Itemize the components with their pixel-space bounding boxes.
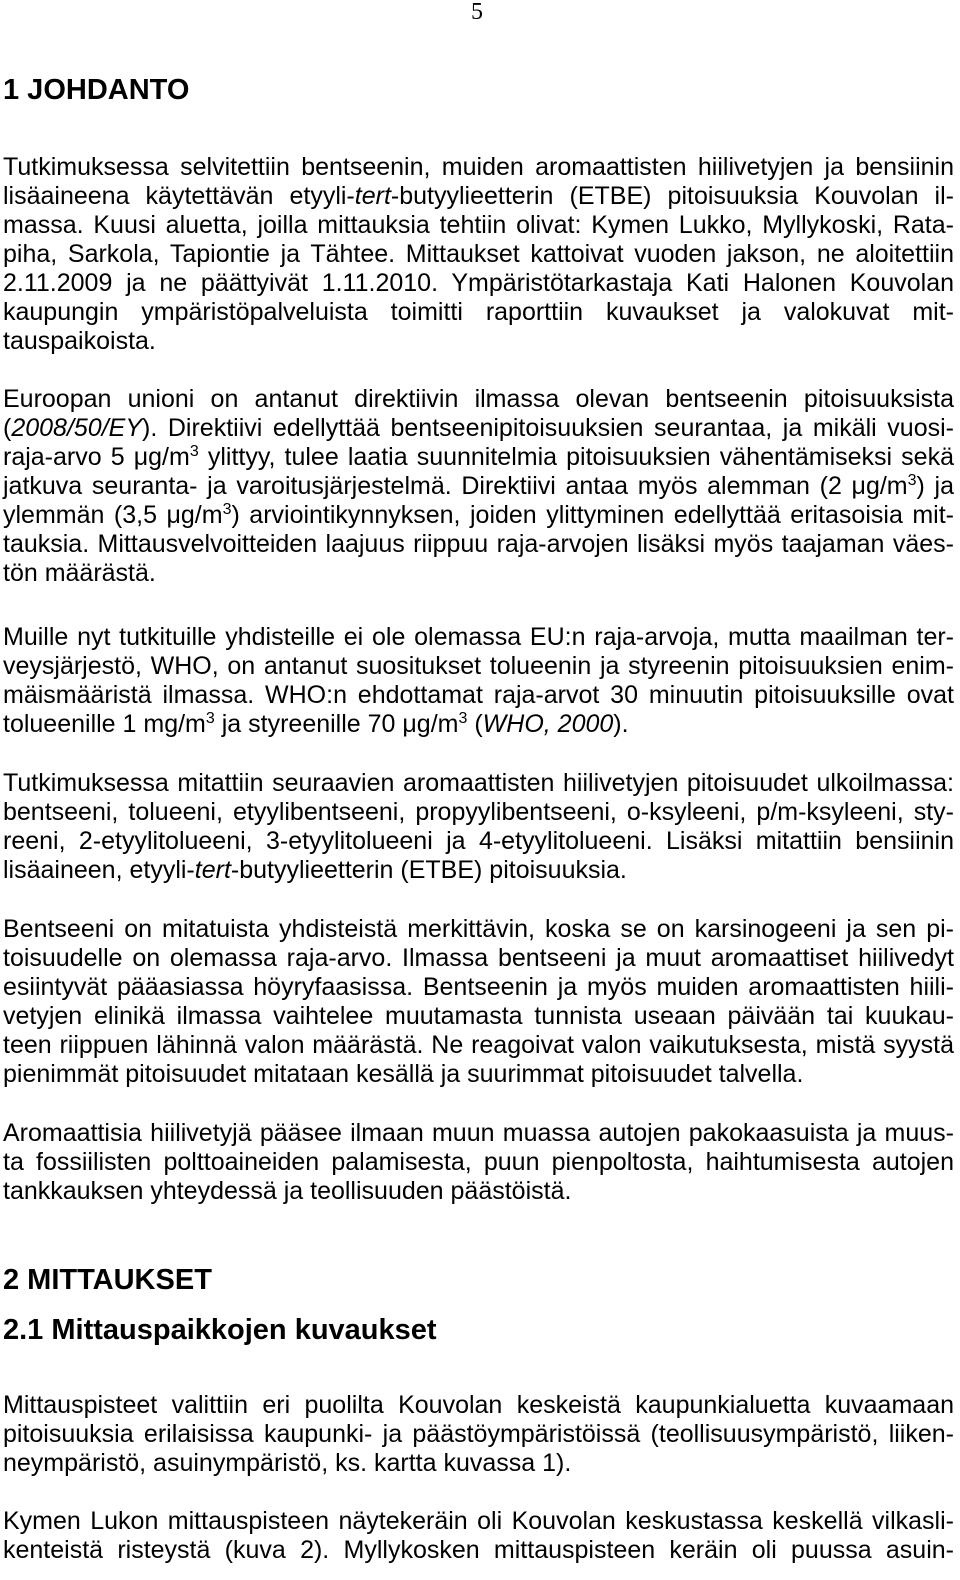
text-run: ylittyy, tulee laatia suunnitelmia pitoisuuksien vähentämiseksi sekä <box>198 443 954 471</box>
text-line <box>3 710 954 739</box>
text-run: ja styreenille 70 μg/m <box>214 710 459 738</box>
text-run: -butyylieetterin (ETBE) pitoisuuksia. <box>230 856 627 884</box>
text-line <box>3 298 954 327</box>
text-run: 2.11.2009 ja ne päättyivät 1.11.2010. Ympäristötarkastaja Kati Halonen Kouvolan <box>3 269 954 297</box>
text-line <box>3 652 954 681</box>
text-run: ) arviointikynnyksen, joiden ylittyminen edellyttää eritasoisia mit- <box>231 501 954 529</box>
text-line <box>3 385 954 414</box>
text-run: ta fossiilisten polttoaineiden palamisesta, puun pienpoltosta, haihtumisesta autojen <box>3 1148 954 1176</box>
section-heading: 2 MITTAUKSET <box>3 1264 212 1296</box>
text-line <box>3 1391 954 1420</box>
paragraph <box>3 1391 954 1478</box>
text-line <box>3 798 954 827</box>
page-number: 5 <box>471 0 483 25</box>
text-line <box>3 915 954 944</box>
text-line <box>3 443 954 472</box>
text-run: pitoisuuksia erilaisissa kaupunki- ja päästöympäristöissä (teollisuusympäristö, liiken- <box>3 1420 954 1448</box>
paragraph <box>3 769 954 885</box>
italic-text: 2008/50/EY <box>11 414 142 442</box>
text-run: ). <box>613 710 629 738</box>
text-line <box>3 1119 954 1148</box>
text-run: reeni, 2-etyylitolueeni, 3-etyylitolueeni ja 4-etyylitolueeni. Lisäksi mitattiin bensiinin <box>3 827 954 855</box>
text-run: Tutkimuksessa selvitettiin bentseenin, muiden aromaattisten hiilivetyjen ja bensiinin <box>3 153 954 181</box>
superscript: 3 <box>222 501 232 518</box>
text-line <box>3 1177 954 1206</box>
text-run: toisuudelle on olemassa raja-arvo. Ilmassa bentseeni ja muut aromaattiset hiilivedyt <box>3 944 954 972</box>
text-line <box>3 182 954 211</box>
text-line <box>3 153 954 182</box>
text-run: ( <box>467 710 483 738</box>
paragraph <box>3 153 954 356</box>
text-run: jatkuva seuranta- ja varoitusjärjestelmä. Direktiivi antaa myös alemman (2 μg/m <box>3 472 908 500</box>
text-run: lisäaineena käytettävän etyyli- <box>3 182 355 210</box>
text-run: kaupungin ympäristöpalveluista toimitti raporttiin kuvaukset ja valokuvat mit- <box>3 298 954 326</box>
text-run: tön määrästä. <box>3 559 156 587</box>
superscript: 3 <box>458 710 468 727</box>
text-run: ylemmän (3,5 μg/m <box>3 501 223 529</box>
text-run: tauspaikoista. <box>3 327 156 355</box>
text-run: veysjärjestö, WHO, on antanut suositukset tolueenin ja styreenin pitoisuuksien enim- <box>3 652 954 680</box>
text-run: vetyjen elinikä ilmassa vaihtelee muutamasta tunnista useaan päivään tai kuukau- <box>3 1002 954 1030</box>
subsection-heading: 2.1 Mittauspaikkojen kuvaukset <box>3 1314 437 1346</box>
text-line <box>3 472 954 501</box>
text-line <box>3 501 954 530</box>
text-line <box>3 327 954 356</box>
text-run: Muille nyt tutkituille yhdisteille ei ole olemassa EU:n raja-arvoja, mutta maailman ter- <box>3 623 954 651</box>
superscript: 3 <box>907 472 917 489</box>
text-run: massa. Kuusi aluetta, joilla mittauksia tehtiin olivat: Kymen Lukko, Myllykoski, Rata- <box>3 211 954 239</box>
paragraph <box>3 385 954 588</box>
text-run: -butyylieetterin (ETBE) pitoisuuksia Kouvolan il- <box>390 182 954 210</box>
text-run: tauksia. Mittausvelvoitteiden laajuus riippuu raja-arvojen lisäksi myös taajaman väes- <box>3 530 954 558</box>
text-line <box>3 1148 954 1177</box>
text-line <box>3 269 954 298</box>
text-run: bentseeni, tolueeni, etyylibentseeni, propyylibentseeni, o-ksyleeni, p/m-ksyleeni, sty- <box>3 798 954 826</box>
text-line <box>3 944 954 973</box>
text-line <box>3 1507 954 1536</box>
text-line <box>3 769 954 798</box>
text-line <box>3 681 954 710</box>
text-run: Tutkimuksessa mitattiin seuraavien aromaattisten hiilivetyjen pitoisuudet ulkoilmassa: <box>3 769 954 797</box>
text-run: kenteistä risteystä (kuva 2). Myllykosken mittauspisteen keräin oli puussa asuin- <box>3 1536 954 1564</box>
text-run: piha, Sarkola, Tapiontie ja Tähtee. Mittaukset kattoivat vuoden jakson, ne aloitettiin <box>3 240 954 268</box>
paragraph <box>3 1507 954 1565</box>
section-heading: 1 JOHDANTO <box>3 74 190 106</box>
text-line <box>3 827 954 856</box>
paragraph <box>3 915 954 1089</box>
text-run: lisäaineen, etyyli- <box>3 856 195 884</box>
text-run: Mittauspisteet valittiin eri puolilta Kouvolan keskeistä kaupunkialuetta kuvaamaan <box>3 1391 954 1419</box>
text-line <box>3 1449 954 1478</box>
text-run: Bentseeni on mitatuista yhdisteistä merkittävin, koska se on karsinogeeni ja sen pi- <box>3 915 954 943</box>
text-run: esiintyvät pääasiassa höyryfaasissa. Bentseenin ja myös muiden aromaattisten hiili- <box>3 973 954 1001</box>
text-run: ). Direktiivi edellyttää bentseenipitoisuuksien seurantaa, ja mikäli vuosi- <box>142 414 954 442</box>
text-line <box>3 1060 954 1089</box>
text-run: tankkauksen yhteydessä ja teollisuuden päästöistä. <box>3 1177 572 1205</box>
text-line <box>3 1002 954 1031</box>
text-run: tolueenille 1 mg/m <box>3 710 206 738</box>
text-run: ( <box>3 414 12 442</box>
text-line <box>3 240 954 269</box>
text-line <box>3 414 954 443</box>
text-line <box>3 973 954 1002</box>
superscript: 3 <box>205 710 215 727</box>
italic-text: tert <box>194 856 231 884</box>
paragraph <box>3 623 954 739</box>
paragraph <box>3 1119 954 1206</box>
text-line <box>3 1031 954 1060</box>
text-line <box>3 530 954 559</box>
text-run: pienimmät pitoisuudet mitataan kesällä ja suurimmat pitoisuudet talvella. <box>3 1060 804 1088</box>
text-line <box>3 856 954 885</box>
text-line <box>3 559 954 588</box>
text-run: Euroopan unioni on antanut direktiivin ilmassa olevan bentseenin pitoisuuksista <box>3 385 954 413</box>
text-run: raja-arvo 5 μg/m <box>3 443 190 471</box>
text-run: Aromaattisia hiilivetyjä pääsee ilmaan muun muassa autojen pakokaasuista ja muus- <box>3 1119 954 1147</box>
superscript: 3 <box>189 443 199 460</box>
text-run: teen riippuen lähinnä valon määrästä. Ne reagoivat valon vaikutuksesta, mistä syystä <box>3 1031 954 1059</box>
text-line <box>3 623 954 652</box>
text-run: Kymen Lukon mittauspisteen näytekeräin oli Kouvolan keskustassa keskellä vilkasli- <box>3 1507 954 1535</box>
italic-text: tert <box>354 182 391 210</box>
text-run: neympäristö, asuinympäristö, ks. kartta kuvassa 1). <box>3 1449 572 1477</box>
text-line <box>3 211 954 240</box>
text-line <box>3 1536 954 1565</box>
text-run: ) ja <box>916 472 954 500</box>
text-run: mäismääristä ilmassa. WHO:n ehdottamat raja-arvot 30 minuutin pitoisuuksille ovat <box>3 681 954 709</box>
text-line <box>3 1420 954 1449</box>
italic-text: WHO, 2000 <box>482 710 614 738</box>
